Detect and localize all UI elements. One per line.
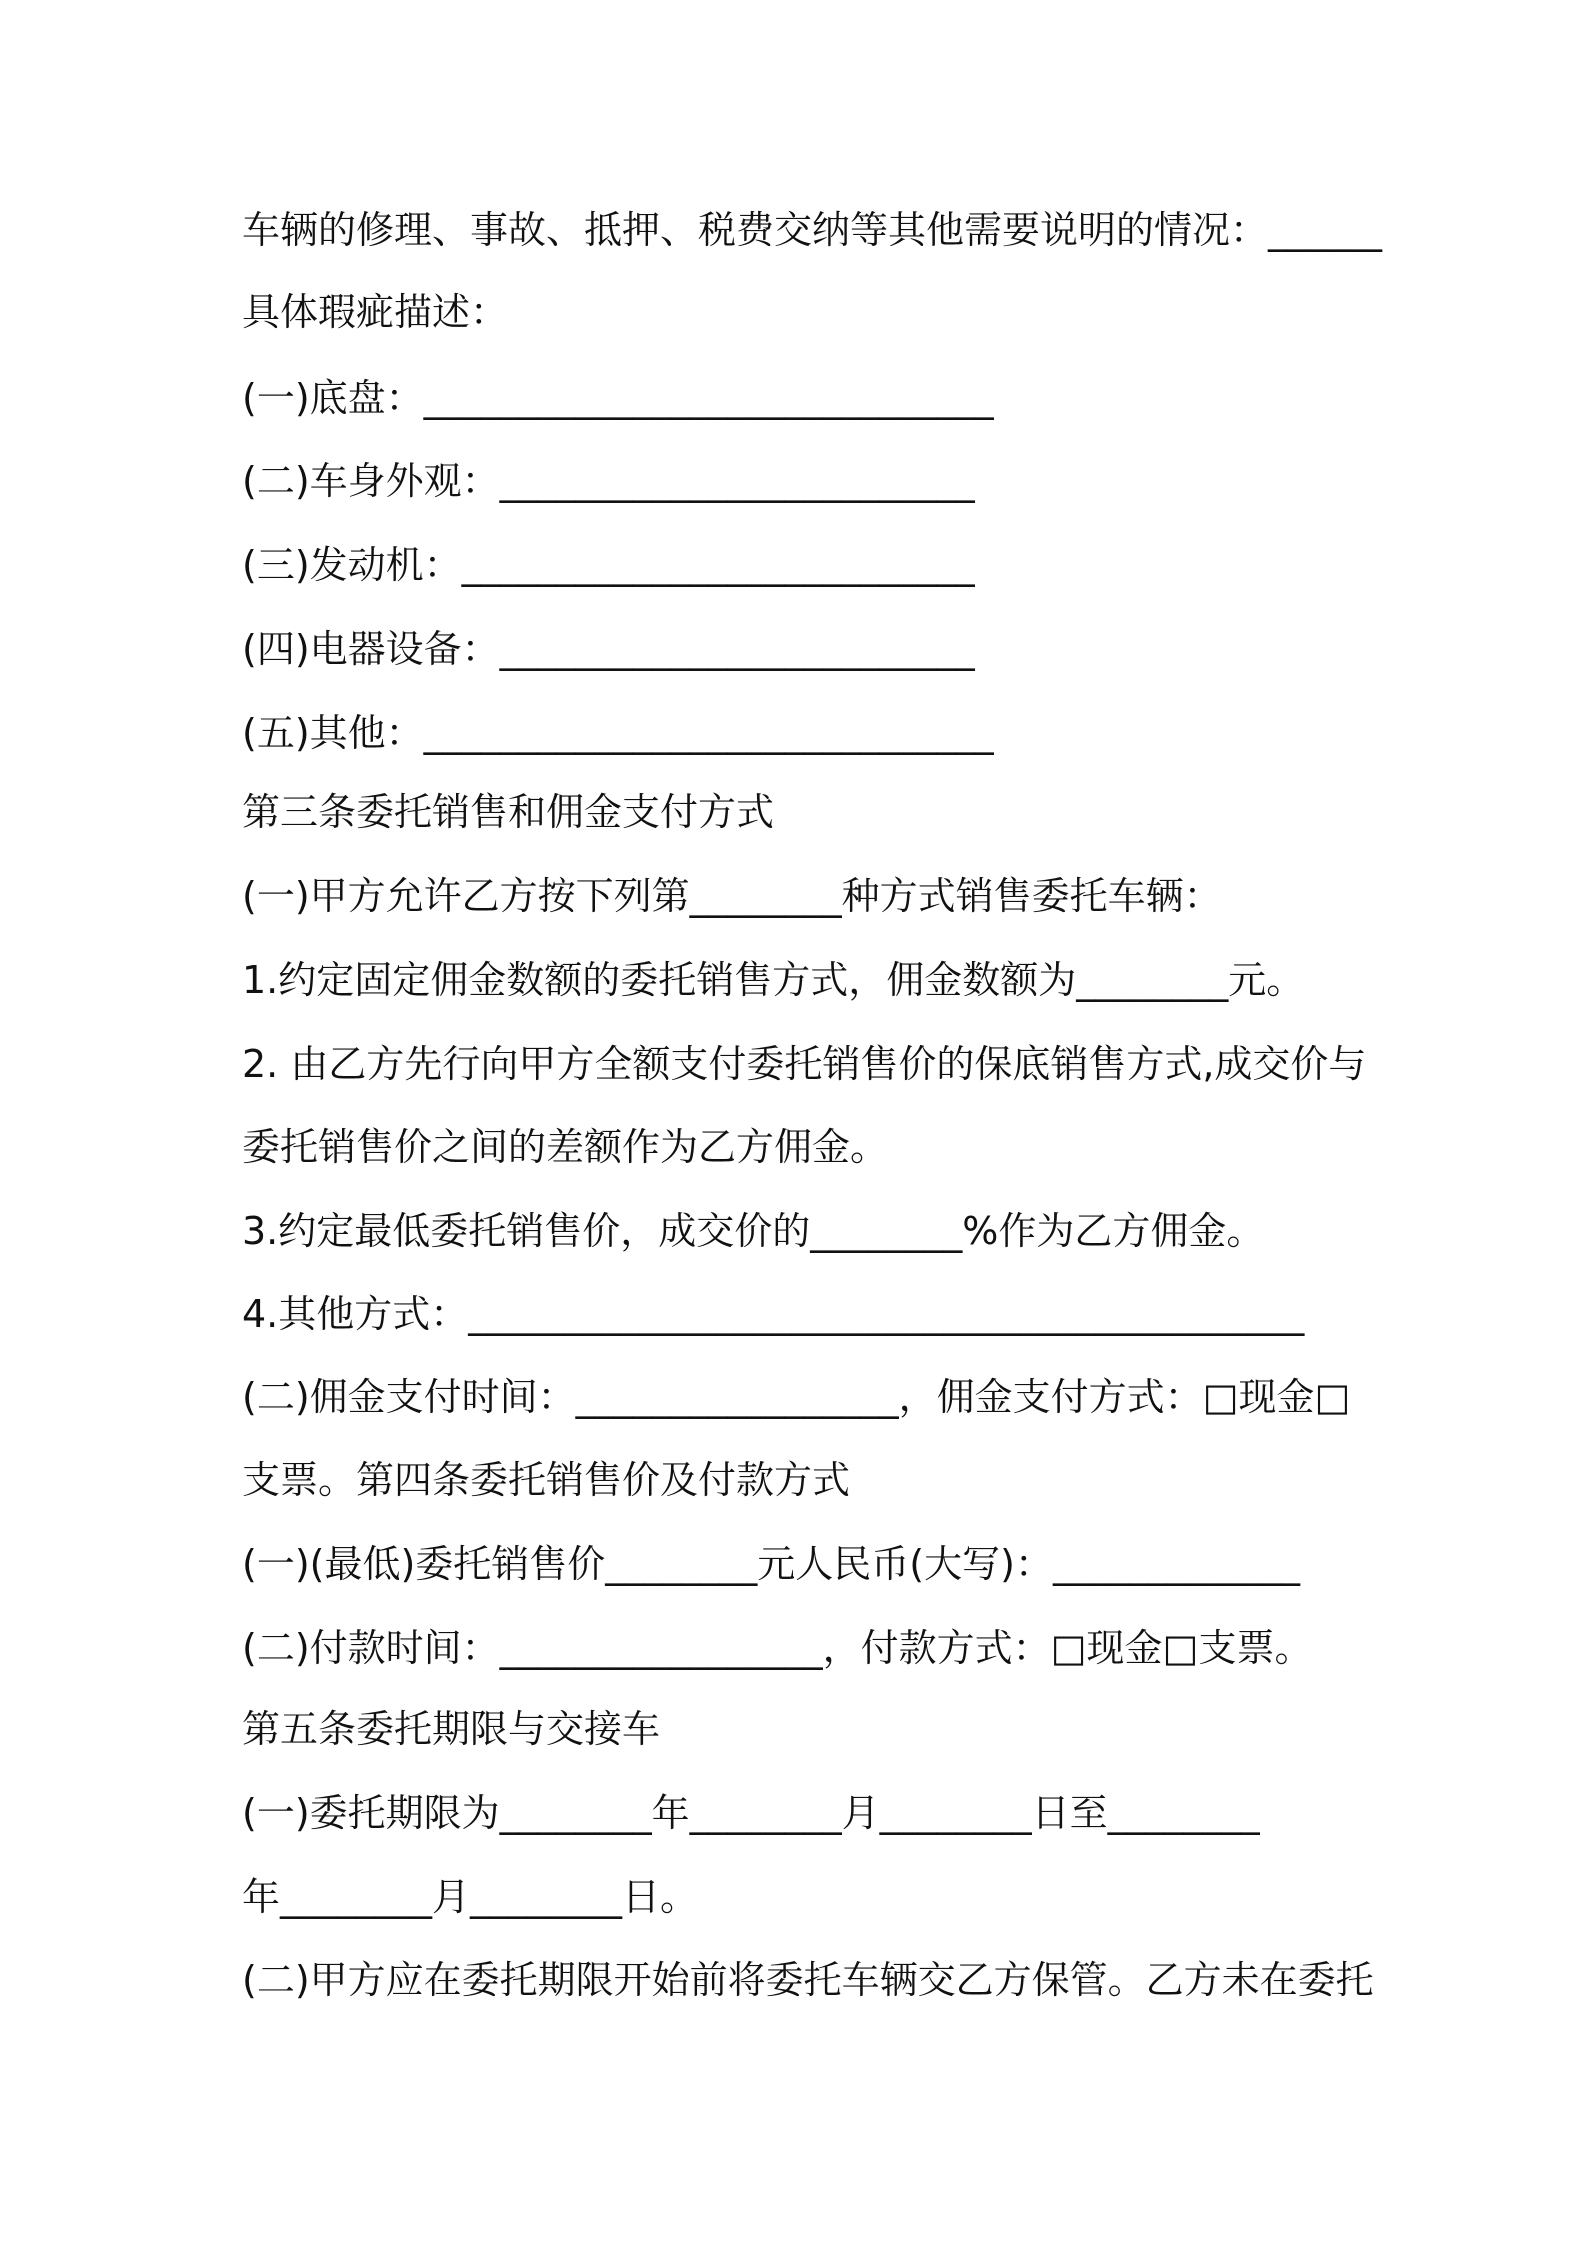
doc-line-other-method: 4.其他方式：____________________________________________ [242, 1292, 1305, 1336]
doc-article-4-title: 支票。第四条委托销售价及付款方式 [242, 1458, 851, 1502]
doc-line-term-cont: 年________月________日。 [242, 1875, 699, 1919]
doc-line-min-price: 3.约定最低委托销售价，成交价的________%作为乙方佣金。 [242, 1209, 1265, 1253]
doc-line-body: (二)车身外观：_________________________ [242, 459, 975, 503]
doc-line-term: (一)委托期限为________年________月________日至________ [242, 1791, 1260, 1835]
doc-line-guaranteed-sale-cont: 委托销售价之间的差额作为乙方佣金。 [242, 1125, 889, 1169]
doc-line-guaranteed-sale: 2. 由乙方先行向甲方全额支付委托销售价的保底销售方式,成交价与 [242, 1042, 1367, 1086]
doc-line-chassis: (一)底盘：______________________________ [242, 376, 994, 420]
doc-line-engine: (三)发动机：___________________________ [242, 543, 975, 587]
doc-line-commission-payment: (二)佣金支付时间：_________________，佣金支付方式：□现金□ [242, 1375, 1351, 1419]
doc-article-5-title: 第五条委托期限与交接车 [242, 1707, 661, 1751]
doc-line-min-consign-price: (一)(最低)委托销售价________元人民币(大写)：_____________ [242, 1542, 1300, 1586]
doc-line-vehicle-condition: 车辆的修理、事故、抵押、税费交纳等其他需要说明的情况：______ [242, 208, 1383, 252]
doc-line-sale-method: (一)甲方允许乙方按下列第________种方式销售委托车辆： [242, 874, 1222, 918]
doc-line-fixed-commission: 1.约定固定佣金数额的委托销售方式，佣金数额为________元。 [242, 958, 1305, 1002]
doc-line-electrical: (四)电器设备：_________________________ [242, 627, 975, 671]
doc-line-handover: (二)甲方应在委托期限开始前将委托车辆交乙方保管。乙方未在委托 [242, 1958, 1374, 2002]
doc-article-3-title: 第三条委托销售和佣金支付方式 [242, 790, 775, 834]
doc-line-payment-time: (二)付款时间：_________________，付款方式：□现金□支票。 [242, 1626, 1313, 1670]
doc-line-other: (五)其他：______________________________ [242, 711, 994, 755]
doc-line-defect-heading: 具体瑕疵描述： [242, 290, 509, 334]
